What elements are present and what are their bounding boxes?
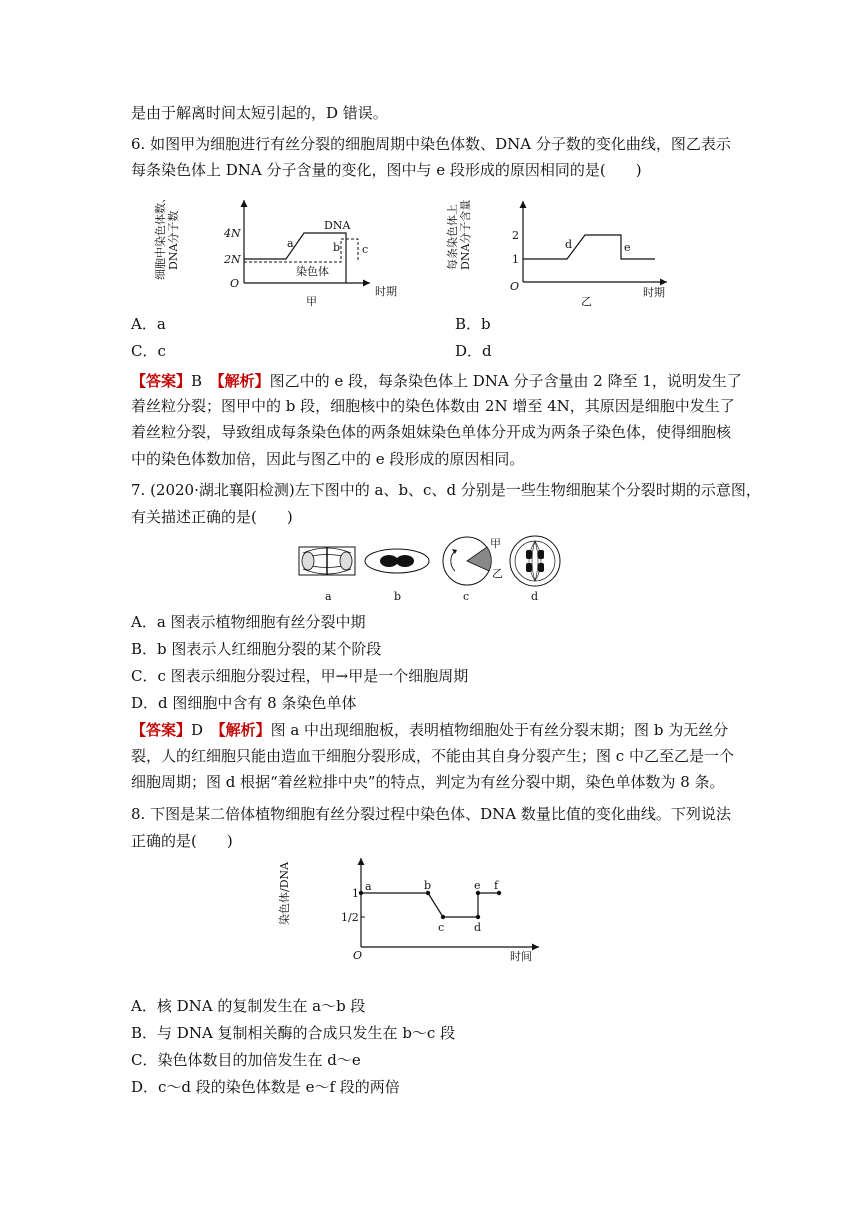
- q8-ylabel: 染色体/DNA: [278, 861, 291, 925]
- q6-option-d: D．d: [455, 342, 492, 360]
- q7-option-d: D．d 图细胞中含有 8 条染色单体: [131, 694, 357, 712]
- yi-tick-2: 2: [512, 229, 519, 242]
- q8-point-a: a: [365, 880, 372, 893]
- q7-answer: D: [191, 721, 204, 739]
- q8-tick-half: 1/2: [341, 911, 359, 924]
- yi-tick-1: 1: [512, 253, 519, 266]
- q6-answer: B: [191, 372, 203, 390]
- q8-stem-line2: 正确的是( ): [131, 832, 233, 850]
- fig-label-b: b: [394, 590, 402, 603]
- q8-origin: O: [353, 949, 363, 962]
- yi-seg-d: d: [565, 238, 573, 251]
- q8-xlabel: 时间: [510, 950, 532, 963]
- q6-figure-jia: [154, 192, 415, 310]
- yi-curve: [523, 235, 655, 259]
- q7-explanation-line3: 细胞周期；图 d 根据“着丝粒排中央”的特点，判定为有丝分裂中期，染色单体数为 8 条。: [131, 773, 725, 791]
- cell-d-drawing: [510, 536, 560, 586]
- yi-ylabel-1: 每条染色体上: [446, 204, 459, 270]
- q6-option-a: A．a: [131, 315, 166, 333]
- cell-c-drawing: [443, 537, 503, 585]
- jia-chrom-label: 染色体: [296, 265, 329, 278]
- q8-option-a: A．核 DNA 的复制发生在 a～b 段: [131, 997, 366, 1015]
- jia-caption: 甲: [306, 295, 317, 308]
- q7-analysis-tag: 【解析】: [218, 721, 271, 739]
- q8-stem-line1: 8. 下图是某二倍体植物细胞有丝分裂过程中染色体、DNA 数量比值的变化曲线。下列说法: [131, 805, 731, 823]
- q8-point-e: e: [474, 879, 481, 892]
- q8-point-b: b: [424, 879, 432, 892]
- jia-seg-c: c: [362, 243, 369, 256]
- q6-stem-line1: 6. 如图甲为细胞进行有丝分裂的细胞周期中染色体数、DNA 分子数的变化曲线，图乙表示: [131, 135, 731, 153]
- yi-xlabel: 时期: [643, 286, 665, 299]
- q8-figure: [278, 855, 550, 967]
- q8-tick-1: 1: [352, 887, 359, 900]
- yi-origin: O: [510, 280, 520, 293]
- yi-caption: 乙: [581, 295, 592, 308]
- yi-ylabel-2: DNA分子含量: [459, 199, 472, 270]
- q6-explanation-line4: 中的染色体数加倍，因此与图乙中的 e 段形成的原因相同。: [131, 450, 525, 468]
- q7-explanation-line1: [131, 720, 728, 740]
- fig-label-c: c: [463, 590, 470, 603]
- q7-option-b: B．b 图表示人红细胞分裂的某个阶段: [131, 640, 382, 658]
- jia-ylabel-1: 细胞中染色体数、: [154, 192, 167, 280]
- q7-exp1: 图 a 中出现细胞板，表明植物细胞处于有丝分裂末期；图 b 为无丝分: [270, 721, 729, 739]
- jia-seg-b: b: [333, 241, 341, 254]
- q7-option-a: A．a 图表示植物细胞有丝分裂中期: [131, 613, 366, 631]
- q8-point-f: f: [494, 879, 499, 892]
- q5-tail-text: 是由于解离时间太短引起的，D 错误。: [131, 104, 388, 122]
- q8-option-b: B．与 DNA 复制相关酶的合成只发生在 b～c 段: [131, 1024, 456, 1042]
- c-label-yi: 乙: [492, 567, 503, 580]
- c-label-jia: 甲: [490, 537, 501, 550]
- q7-figure: [295, 537, 575, 605]
- q6-exp1: 图乙中的 e 段，每条染色体上 DNA 分子含量由 2 降至 1，说明发生了: [269, 372, 742, 390]
- jia-dna-label: DNA: [324, 219, 351, 232]
- q6-answer-tag: 【答案】: [131, 372, 192, 390]
- q8-option-c: C．染色体数目的加倍发生在 d～e: [131, 1051, 361, 1069]
- q7-stem-line2: 有关描述正确的是( ): [131, 508, 293, 526]
- q6-option-b: B．b: [455, 315, 491, 333]
- fig-label-a: a: [325, 590, 332, 603]
- q7-option-c: C．c 图表示细胞分裂过程，甲→甲是一个细胞周期: [131, 667, 469, 685]
- q6-stem-line2: 每条染色体上 DNA 分子含量的变化，图中与 e 段形成的原因相同的是( ): [131, 161, 642, 179]
- q6-option-c: C．c: [131, 342, 166, 360]
- q8-point-d: d: [474, 921, 482, 934]
- jia-tick-2n: 2N: [224, 253, 241, 266]
- jia-dna-curve: [244, 233, 346, 283]
- yi-seg-e: e: [624, 241, 631, 254]
- cell-a-drawing: [299, 547, 355, 575]
- q7-answer-tag: 【答案】: [131, 721, 192, 739]
- q8-point-c: c: [438, 921, 445, 934]
- q6-explanation-line3: 着丝粒分裂，导致组成每条染色体的两条姐妹染色单体分开成为两条子染色体，使得细胞核: [131, 423, 732, 441]
- jia-seg-a: a: [287, 237, 294, 250]
- q6-explanation-line1: [131, 371, 742, 391]
- q7-explanation-line2: 裂，人的红细胞只能由造血干细胞分裂形成，不能由其自身分裂产生；图 c 中乙至乙是一个: [131, 747, 734, 765]
- q6-analysis-tag: 【解析】: [217, 372, 270, 390]
- q8-option-d: D．c～d 段的染色体数是 e～f 段的两倍: [131, 1078, 400, 1096]
- fig-label-d: d: [531, 590, 539, 603]
- q6-explanation-line2: 着丝粒分裂；图甲中的 b 段，细胞核中的染色体数由 2N 增至 4N，其原因是细胞中发生了: [131, 397, 735, 415]
- q6-figure-yi: [446, 198, 685, 308]
- q7-stem-line1: 7. (2020·湖北襄阳检测)左下图中的 a、b、c、d 分别是一些生物细胞某个分裂时期的示意图，: [131, 481, 761, 499]
- cell-b-drawing: [365, 549, 429, 573]
- q8-curve: [361, 893, 499, 917]
- jia-xlabel: 时期: [375, 285, 397, 298]
- jia-origin: O: [230, 277, 240, 290]
- jia-tick-4n: 4N: [224, 227, 241, 240]
- jia-ylabel-2: DNA分子数: [167, 210, 180, 270]
